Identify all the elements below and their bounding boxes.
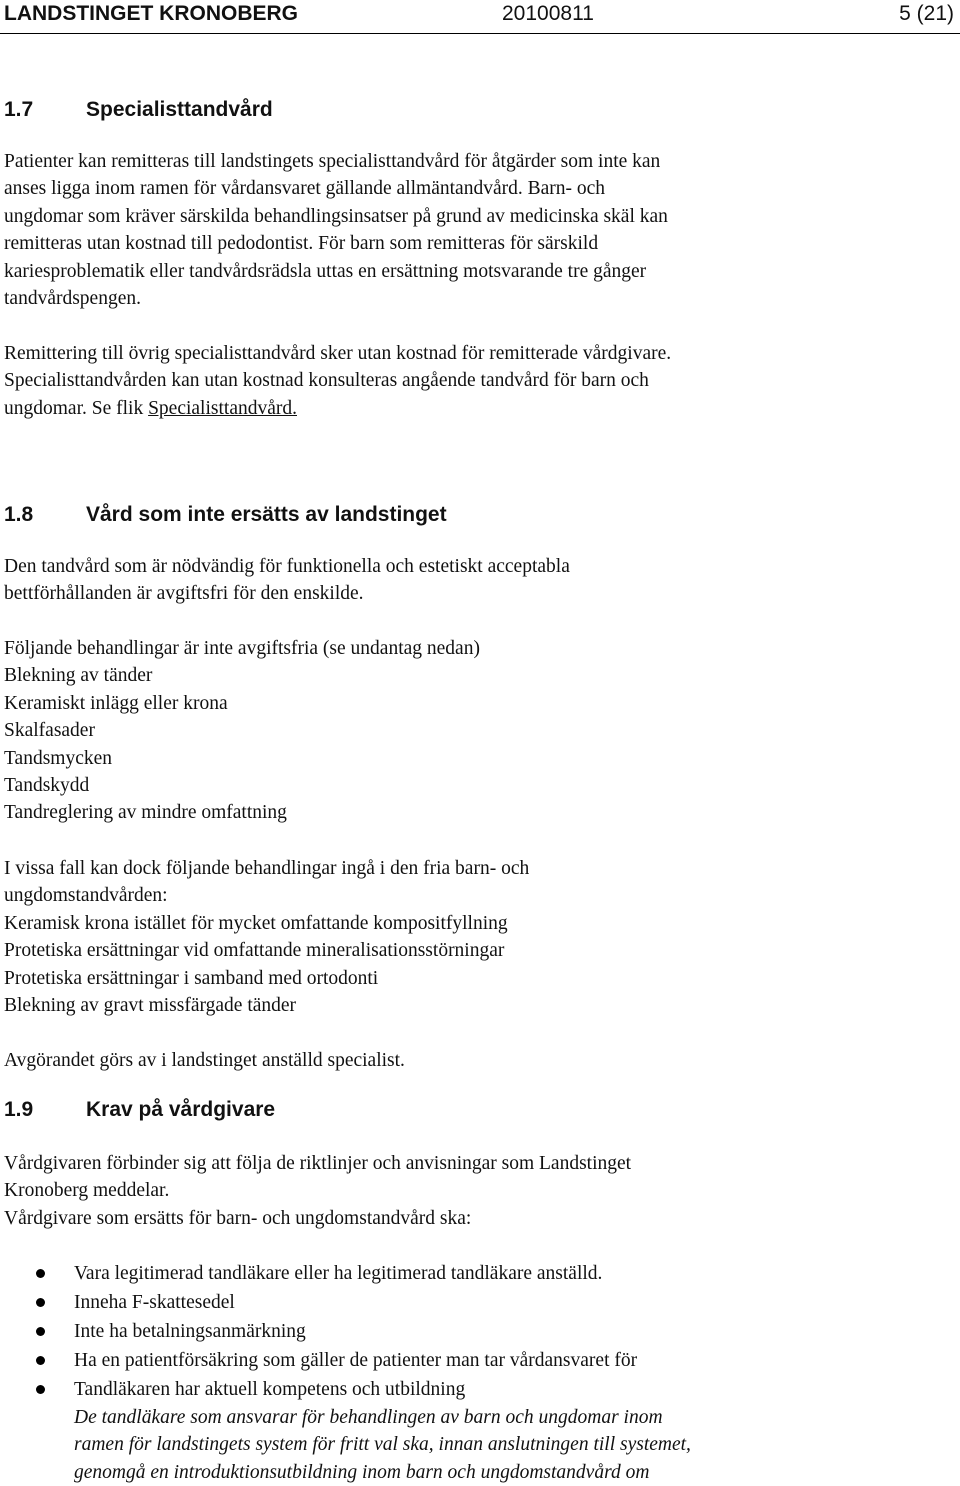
text-line: remitteras utan kostnad till pedodontist. För barn som remitteras för särskild [4, 233, 599, 255]
page-number: 5 (21) [899, 2, 954, 25]
text-line: ungdomar som kräver särskilda behandlingsinsatser på grund av medicinska skäl kan [4, 205, 668, 227]
bullet-icon [36, 1385, 45, 1394]
list-item: Keramiskt inlägg eller krona [4, 692, 228, 714]
header-divider [0, 33, 960, 34]
list-exception-treatments [4, 855, 952, 1019]
text-line: kariesproblematik eller tandvårdsrädsla uttas en ersättning motsvarande tre gånger [4, 260, 647, 282]
list-item: Tandskydd [4, 775, 90, 797]
list-item: Tandreglering av mindre omfattning [4, 802, 287, 824]
section-title: Vård som inte ersätts av landstinget [86, 503, 447, 526]
text-line: Vårdgivaren förbinder sig att följa de riktlinjer och anvisningar som Landstinget [4, 1153, 632, 1174]
text-line: Remittering till övrig specialisttandvård sker utan kostnad för remitterade vårdgivare. [4, 343, 672, 364]
section-title: Specialisttandvård [86, 98, 273, 121]
list-item-text: Vara legitimerad tandläkare eller ha legitimerad tandläkare anställd. [74, 1263, 603, 1284]
text-line: genomgå en introduktionsutbildning inom barn och ungdomstandvård om [74, 1461, 650, 1483]
bullet-icon [36, 1327, 45, 1336]
list-item: ungdomstandvården: [4, 885, 168, 907]
list-item [0, 1346, 952, 1375]
bullet-icon [36, 1298, 45, 1307]
paragraph-provider-obligations [4, 1150, 952, 1232]
list-item: I vissa fall kan dock följande behandlingar ingå i den fria barn- och [4, 858, 530, 879]
paragraph-free-care [4, 553, 952, 608]
paragraph-specialist-referral [4, 148, 952, 312]
organization-name: LANDSTINGET KRONOBERG [4, 2, 298, 25]
bullet-icon [36, 1269, 45, 1278]
list-item [0, 1288, 952, 1317]
text-line: Kronoberg meddelar. [4, 1180, 170, 1202]
section-heading-1-9 [4, 1098, 275, 1122]
list-not-free-treatments [4, 635, 952, 827]
list-item: Följande behandlingar är inte avgiftsfria (se undantag nedan) [4, 638, 480, 659]
document-date: 20100811 [502, 2, 594, 25]
text-line: Specialisttandvården kan utan kostnad konsulteras angående tandvård för barn och [4, 370, 649, 392]
text-line: anses ligga inom ramen för vårdansvaret gällande allmäntandvård. Barn- och [4, 178, 606, 200]
page-header [4, 0, 954, 28]
paragraph-other-specialist [4, 340, 952, 422]
list-item: Skalfasader [4, 720, 95, 742]
paragraph-decision [4, 1047, 952, 1074]
section-heading-1-8 [4, 503, 447, 527]
section-number: 1.9 [4, 1098, 34, 1121]
list-item: Blekning av tänder [4, 665, 153, 687]
text-line: De tandläkare som ansvarar för behandlingen av barn och ungdomar inom [74, 1407, 663, 1428]
text-line: bettförhållanden är avgiftsfri för den enskilde. [4, 583, 364, 605]
list-item: Protetiska ersättningar i samband med ortodonti [4, 967, 379, 989]
list-item: Protetiska ersättningar vid omfattande mineralisationsstörningar [4, 940, 505, 962]
text-line: ramen för landstingets system för fritt val ska, innan anslutningen till systemet, [74, 1434, 691, 1456]
list-item [0, 1375, 952, 1404]
bullet-icon [36, 1356, 45, 1365]
specialist-dental-link[interactable]: Specialisttandvård. [148, 397, 297, 419]
section-heading-1-7 [4, 98, 273, 122]
text-line: Den tandvård som är nödvändig för funktionella och estetiskt acceptabla [4, 556, 570, 577]
list-item: Blekning av gravt missfärgade tänder [4, 995, 297, 1017]
list-item-text: Tandläkaren har aktuell kompetens och utbildning [74, 1379, 466, 1400]
list-item: Keramisk krona istället för mycket omfattande kompositfyllning [4, 912, 508, 934]
section-number: 1.7 [4, 98, 34, 121]
introduction-training-note [74, 1404, 691, 1486]
list-item [0, 1259, 952, 1288]
section-number: 1.8 [4, 503, 34, 526]
text-line: Patienter kan remitteras till landstingets specialisttandvård för åtgärder som inte kan [4, 151, 661, 172]
provider-requirements-list [0, 1259, 952, 1404]
list-item-text: Inneha F-skattesedel [74, 1292, 235, 1313]
text-line [4, 395, 952, 422]
section-title: Krav på vårdgivare [86, 1098, 276, 1121]
text-line: tandvårdspengen. [4, 288, 141, 310]
list-item-text: Inte ha betalningsanmärkning [74, 1321, 306, 1342]
list-item: Tandsmycken [4, 747, 113, 769]
text-line: Avgörandet görs av i landstinget anställd specialist. [4, 1050, 405, 1071]
text-line: Vårdgivare som ersätts för barn- och ungdomstandvård ska: [4, 1207, 472, 1229]
list-item-text: Ha en patientförsäkring som gäller de patienter man tar vårdansvaret för [74, 1350, 638, 1371]
list-item [0, 1317, 952, 1346]
text-fragment: ungdomar. Se flik [4, 397, 149, 419]
